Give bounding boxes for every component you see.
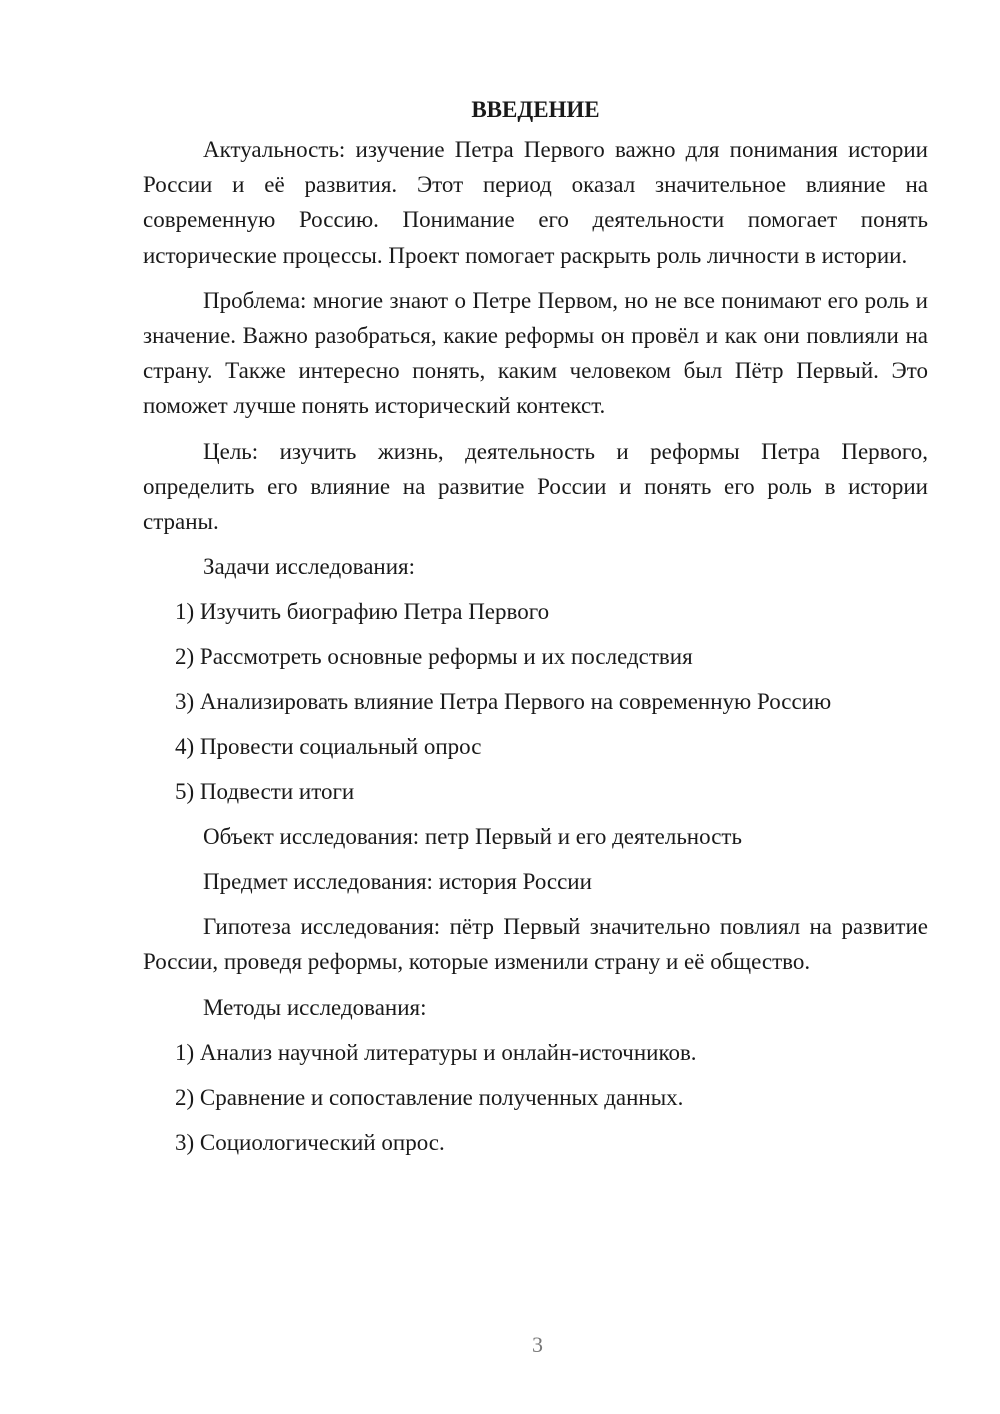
task-item: 3) Анализировать влияние Петра Первого на современную Россию <box>175 689 832 715</box>
hypothesis-paragraph: Гипотеза исследования: пётр Первый значительно повлиял на развитие России, проведя реформы, которые изменили страну и её общество. <box>143 914 928 975</box>
tasks-label: Задачи исследования: <box>203 554 416 580</box>
task-item: 1) Изучить биографию Петра Первого <box>175 599 550 625</box>
research-object: Объект исследования: петр Первый и его деятельность <box>203 824 742 850</box>
page-content <box>143 92 928 1170</box>
page-number: 3 <box>532 1332 543 1357</box>
tasks-list <box>143 594 928 809</box>
task-item: 4) Провести социальный опрос <box>175 734 482 760</box>
task-item: 2) Рассмотреть основные реформы и их последствия <box>175 644 693 670</box>
problem-paragraph: Проблема: многие знают о Петре Первом, но не все понимают его роль и значение. Важно разобраться, какие реформы он провёл и как они повлияли на страну. Также интересно понять, каким человеком был Пётр Первый. Это поможет лучше понять исторический контекст. <box>143 287 928 419</box>
section-heading: ВВЕДЕНИЕ <box>471 97 600 122</box>
method-item: 3) Социологический опрос. <box>175 1129 445 1155</box>
method-item: 2) Сравнение и сопоставление полученных данных. <box>175 1084 684 1110</box>
goal-paragraph: Цель: изучить жизнь, деятельность и реформы Петра Первого, определить его влияние на развитие России и понять его роль в истории страны. <box>143 438 928 535</box>
methods-label: Методы исследования: <box>203 994 427 1020</box>
research-subject: Предмет исследования: история России <box>203 869 592 895</box>
task-item: 5) Подвести итоги <box>175 779 355 805</box>
relevance-paragraph: Актуальность: изучение Петра Первого важно для понимания истории России и её развития. Этот период оказал значительное влияние на современную Россию. Понимание его деятельности помогает понять исторические процессы. Проект помогает раскрыть роль личности в истории. <box>143 137 928 268</box>
method-item: 1) Анализ научной литературы и онлайн-источников. <box>175 1039 697 1065</box>
methods-list <box>143 1035 928 1160</box>
